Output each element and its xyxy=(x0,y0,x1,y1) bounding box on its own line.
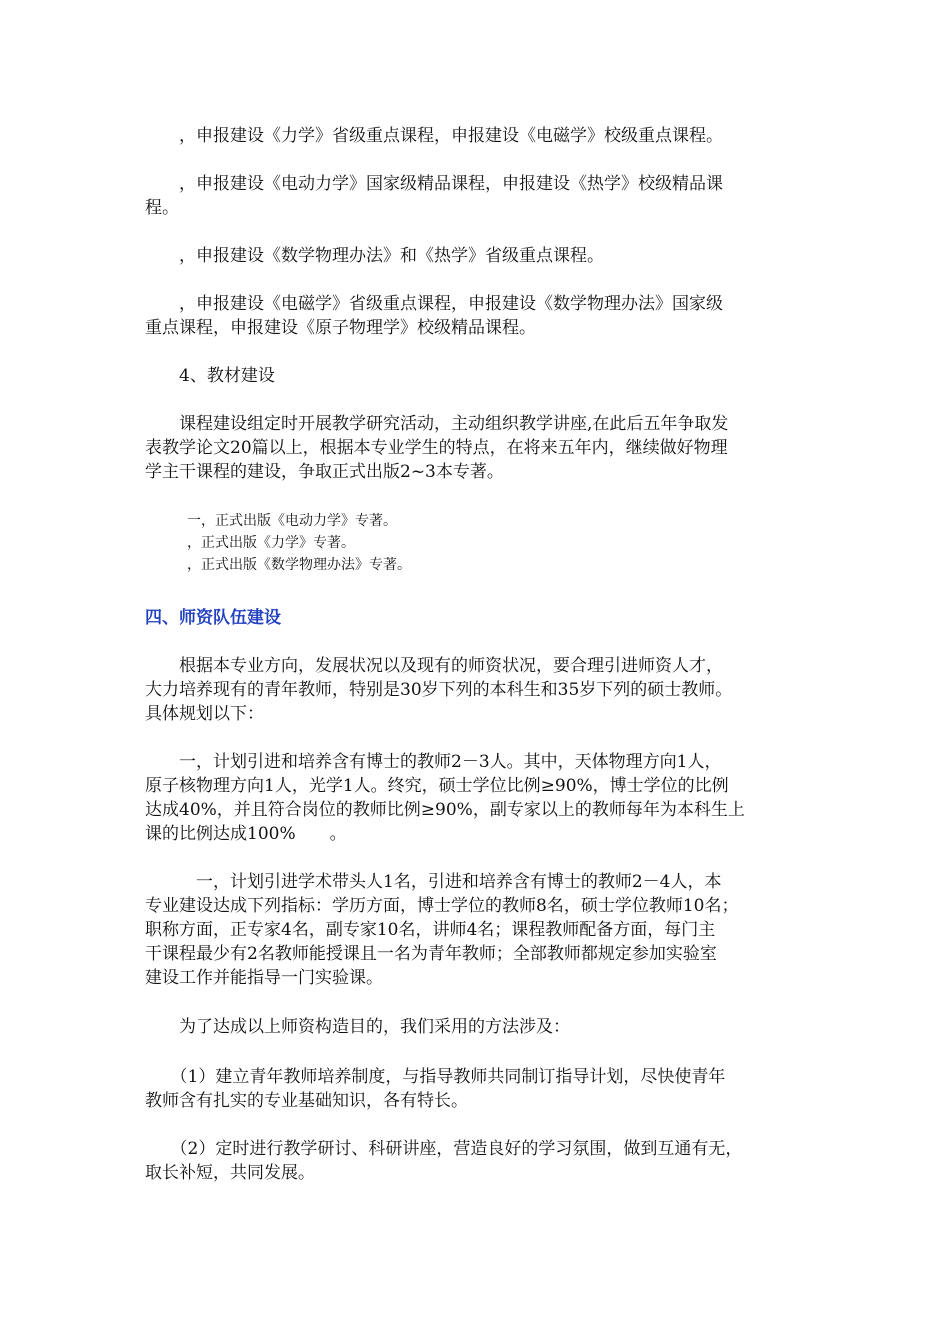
text-line: ，申报建设《电动力学》国家级精品课程，申报建设《热学》校级精品课 xyxy=(145,174,723,194)
paragraph-course-mechanics xyxy=(145,124,810,148)
text-line: 重点课程，申报建设《原子物理学》校级精品课程。 xyxy=(145,318,536,338)
text-line: 大力培养现有的青年教师，特别是30岁下列的本科生和35岁下列的硕士教师。 xyxy=(145,680,733,700)
paragraph-method-1 xyxy=(145,1065,810,1113)
text-line: ，申报建设《数学物理办法》和《热学》省级重点课程。 xyxy=(145,246,604,266)
paragraph-faculty-plan-1 xyxy=(145,750,810,846)
text-line: 学主干课程的建设，争取正式出版2~3本专著。 xyxy=(145,462,504,482)
paragraph-method-2 xyxy=(145,1137,810,1185)
section-heading-faculty: 四、师资队伍建设 xyxy=(145,608,281,628)
text-line: 课程建设组定时开展教学研究活动，主动组织教学讲座,在此后五年争取发 xyxy=(145,414,729,434)
paragraph-faculty-intro xyxy=(145,654,810,726)
text-line: 4、教材建设 xyxy=(145,366,275,386)
text-line: （1）建立青年教师培养制度，与指导教师共同制订指导计划，尽快使青年 xyxy=(145,1067,726,1087)
paragraph-textbook-plan xyxy=(145,412,810,484)
text-line: 一，计划引进和培养含有博士的教师2－3人。其中，天体物理方向1人， xyxy=(145,752,722,772)
paragraph-faculty-plan-2 xyxy=(145,870,810,990)
text-line: 具体规划以下： xyxy=(145,704,264,724)
text-line: 取长补短，共同发展。 xyxy=(145,1163,315,1183)
text-line: 课的比例达成100% 。 xyxy=(145,824,347,844)
text-line: 为了达成以上师资构造目的，我们采用的方法涉及： xyxy=(145,1017,570,1037)
text-line: ，申报建设《电磁学》省级重点课程，申报建设《数学物理办法》国家级 xyxy=(145,294,723,314)
text-line: 根据本专业方向，发展状况以及现有的师资状况，要合理引进师资人才， xyxy=(145,656,723,676)
text-line: 专业建设达成下列指标：学历方面，博士学位的教师8名，硕士学位教师10名； xyxy=(145,896,739,916)
text-line: 建设工作并能指导一门实验课。 xyxy=(145,968,383,988)
list-item: ，正式出版《数学物理办法》专著。 xyxy=(145,557,411,573)
paragraph-course-electrodynamics xyxy=(145,172,810,220)
text-line: 表教学论文20篇以上，根据本专业学生的特点，在将来五年内，继续做好物理 xyxy=(145,438,728,458)
text-line: 干课程最少有2名教师能授课且一名为青年教师；全部教师都规定参加实验室 xyxy=(145,944,717,964)
text-line: 程。 xyxy=(145,198,179,218)
list-item: ，正式出版《力学》专著。 xyxy=(145,535,355,551)
text-line: 达成40%，并且符合岗位的教师比例≥90%，副专家以上的教师每年为本科生上 xyxy=(145,800,745,820)
paragraph-methods-intro xyxy=(145,1015,810,1039)
text-line: 原子核物理方向1人，光学1人。终究，硕士学位比例≥90%，博士学位的比例 xyxy=(145,776,729,796)
text-line: ，申报建设《力学》省级重点课程，申报建设《电磁学》校级重点课程。 xyxy=(145,126,723,146)
text-line: 教师含有扎实的专业基础知识，各有特长。 xyxy=(145,1091,468,1111)
paragraph-course-math-physics xyxy=(145,244,810,268)
list-item: 一，正式出版《电动力学》专著。 xyxy=(145,513,397,529)
subheading-textbook-construction xyxy=(145,364,810,388)
paragraph-course-electromagnetism xyxy=(145,292,810,340)
list-monographs xyxy=(145,510,810,576)
text-line: 职称方面，正专家4名，副专家10名，讲师4名；课程教师配备方面，每门主 xyxy=(145,920,716,940)
text-line: （2）定时进行教学研讨、科研讲座，营造良好的学习氛围，做到互通有无， xyxy=(145,1139,743,1159)
text-line: 一，计划引进学术带头人1名，引进和培养含有博士的教师2－4人，本 xyxy=(145,872,722,892)
